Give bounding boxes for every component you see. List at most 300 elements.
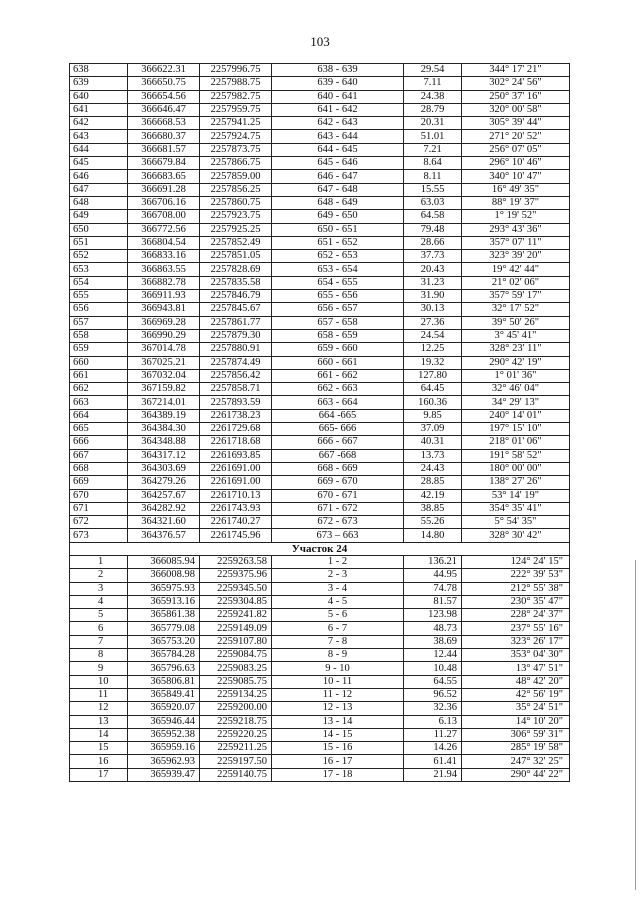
table-row — [70, 516, 570, 529]
segment-cell: 645 - 646 — [272, 157, 404, 170]
coord-y-cell: 2259263.58 — [200, 555, 272, 568]
coord-y-cell: 2257924.75 — [200, 130, 272, 143]
length-cell: 136.21 — [404, 555, 462, 568]
point-number-cell: 666 — [70, 436, 128, 449]
length-cell: 28.85 — [404, 476, 462, 489]
table-row — [70, 529, 570, 542]
bearing-cell: 124° 24' 15" — [462, 555, 570, 568]
coord-y-cell: 2259304.85 — [200, 595, 272, 608]
coord-x-cell: 366646.47 — [128, 103, 200, 116]
coord-x-cell: 366943.81 — [128, 303, 200, 316]
segment-cell: 649 - 650 — [272, 210, 404, 223]
point-number-cell: 651 — [70, 236, 128, 249]
point-number-cell: 668 — [70, 462, 128, 475]
point-number-cell: 667 — [70, 449, 128, 462]
bearing-cell: 218° 01' 06" — [462, 436, 570, 449]
coord-x-cell: 366863.55 — [128, 263, 200, 276]
segment-cell: 640 - 641 — [272, 90, 404, 103]
segment-cell: 654 - 655 — [272, 276, 404, 289]
table-row — [70, 622, 570, 635]
bearing-cell: 1° 19' 52" — [462, 210, 570, 223]
segment-cell: 650 - 651 — [272, 223, 404, 236]
coord-x-cell: 365962.93 — [128, 755, 200, 768]
point-number-cell: 671 — [70, 502, 128, 515]
point-number-cell: 12 — [70, 702, 128, 715]
segment-cell: 11 - 12 — [272, 688, 404, 701]
bearing-cell: 357° 07' 11" — [462, 236, 570, 249]
point-number-cell: 17 — [70, 768, 128, 781]
coord-x-cell: 364376.57 — [128, 529, 200, 542]
bearing-cell: 180° 00' 00" — [462, 462, 570, 475]
table-row — [70, 462, 570, 475]
length-cell: 10.48 — [404, 662, 462, 675]
coord-y-cell: 2257959.75 — [200, 103, 272, 116]
point-number-cell: 11 — [70, 688, 128, 701]
table-row — [70, 170, 570, 183]
table-row — [70, 662, 570, 675]
coord-x-cell: 364303.69 — [128, 462, 200, 475]
bearing-cell: 35° 24' 51" — [462, 702, 570, 715]
coord-y-cell: 2259140.75 — [200, 768, 272, 781]
length-cell: 27.36 — [404, 316, 462, 329]
coord-y-cell: 2259345.50 — [200, 582, 272, 595]
coord-y-cell: 2257835.58 — [200, 276, 272, 289]
coord-y-cell: 2259241.82 — [200, 609, 272, 622]
segment-cell: 9 - 10 — [272, 662, 404, 675]
coord-x-cell: 364257.67 — [128, 489, 200, 502]
bearing-cell: 53° 14' 19" — [462, 489, 570, 502]
coord-x-cell: 366654.56 — [128, 90, 200, 103]
coord-x-cell: 366683.65 — [128, 170, 200, 183]
point-number-cell: 654 — [70, 276, 128, 289]
table-body-previous-plot — [70, 64, 570, 543]
segment-cell: 17 - 18 — [272, 768, 404, 781]
point-number-cell: 8 — [70, 649, 128, 662]
coord-y-cell: 2261743.93 — [200, 502, 272, 515]
segment-cell: 12 - 13 — [272, 702, 404, 715]
section-title: Участок 24 — [70, 542, 570, 555]
bearing-cell: 39° 50' 26" — [462, 316, 570, 329]
segment-cell: 662 - 663 — [272, 383, 404, 396]
table-row — [70, 250, 570, 263]
segment-cell: 6 - 7 — [272, 622, 404, 635]
point-number-cell: 662 — [70, 383, 128, 396]
coordinates-table — [69, 63, 570, 782]
segment-cell: 673 – 663 — [272, 529, 404, 542]
point-number-cell: 652 — [70, 250, 128, 263]
point-number-cell: 10 — [70, 675, 128, 688]
table-row — [70, 383, 570, 396]
bearing-cell: 285° 19' 58" — [462, 742, 570, 755]
coord-y-cell: 2257996.75 — [200, 64, 272, 77]
length-cell: 6.13 — [404, 715, 462, 728]
bearing-cell: 3° 45' 41" — [462, 329, 570, 342]
length-cell: 64.45 — [404, 383, 462, 396]
table-row — [70, 423, 570, 436]
section-header-body — [70, 542, 570, 555]
length-cell: 24.38 — [404, 90, 462, 103]
coord-x-cell: 364389.19 — [128, 409, 200, 422]
length-cell: 63.03 — [404, 196, 462, 209]
coord-x-cell: 365975.93 — [128, 582, 200, 595]
coord-x-cell: 364317.12 — [128, 449, 200, 462]
table-row — [70, 702, 570, 715]
point-number-cell: 655 — [70, 290, 128, 303]
point-number-cell: 4 — [70, 595, 128, 608]
length-cell: 12.44 — [404, 649, 462, 662]
coord-x-cell: 366911.93 — [128, 290, 200, 303]
coord-y-cell: 2257846.79 — [200, 290, 272, 303]
segment-cell: 672 - 673 — [272, 516, 404, 529]
coord-y-cell: 2259107.80 — [200, 635, 272, 648]
table-row — [70, 396, 570, 409]
coord-y-cell: 2259211.25 — [200, 742, 272, 755]
segment-cell: 638 - 639 — [272, 64, 404, 77]
coord-x-cell: 365796.63 — [128, 662, 200, 675]
point-number-cell: 663 — [70, 396, 128, 409]
segment-cell: 670 - 671 — [272, 489, 404, 502]
coord-x-cell: 367025.21 — [128, 356, 200, 369]
bearing-cell: 21° 02' 06" — [462, 276, 570, 289]
length-cell: 14.80 — [404, 529, 462, 542]
point-number-cell: 1 — [70, 555, 128, 568]
length-cell: 32.36 — [404, 702, 462, 715]
bearing-cell: 328° 23' 11" — [462, 343, 570, 356]
coord-y-cell: 2257856.42 — [200, 369, 272, 382]
length-cell: 29.54 — [404, 64, 462, 77]
coord-y-cell: 2257860.75 — [200, 196, 272, 209]
coord-y-cell: 2257845.67 — [200, 303, 272, 316]
table-row — [70, 130, 570, 143]
segment-cell: 643 - 644 — [272, 130, 404, 143]
table-row — [70, 476, 570, 489]
bearing-cell: 16° 49' 35" — [462, 183, 570, 196]
length-cell: 81.57 — [404, 595, 462, 608]
bearing-cell: 13° 47' 51" — [462, 662, 570, 675]
segment-cell: 5 - 6 — [272, 609, 404, 622]
point-number-cell: 661 — [70, 369, 128, 382]
point-number-cell: 660 — [70, 356, 128, 369]
segment-cell: 655 - 656 — [272, 290, 404, 303]
length-cell: 31.23 — [404, 276, 462, 289]
bearing-cell: 328° 30' 42" — [462, 529, 570, 542]
length-cell: 20.43 — [404, 263, 462, 276]
length-cell: 28.66 — [404, 236, 462, 249]
coord-x-cell: 365806.81 — [128, 675, 200, 688]
coord-x-cell: 366969.28 — [128, 316, 200, 329]
point-number-cell: 648 — [70, 196, 128, 209]
table-row — [70, 728, 570, 741]
table-row — [70, 263, 570, 276]
bearing-cell: 302° 24' 56" — [462, 77, 570, 90]
length-cell: 12.25 — [404, 343, 462, 356]
segment-cell: 642 - 643 — [272, 117, 404, 130]
segment-cell: 648 - 649 — [272, 196, 404, 209]
point-number-cell: 638 — [70, 64, 128, 77]
table-row — [70, 649, 570, 662]
length-cell: 64.58 — [404, 210, 462, 223]
segment-cell: 2 - 3 — [272, 569, 404, 582]
point-number-cell: 13 — [70, 715, 128, 728]
coord-x-cell: 366882.78 — [128, 276, 200, 289]
coord-x-cell: 365939.47 — [128, 768, 200, 781]
coord-y-cell: 2261745.96 — [200, 529, 272, 542]
table-row — [70, 64, 570, 77]
coord-y-cell: 2261693.85 — [200, 449, 272, 462]
length-cell: 13.73 — [404, 449, 462, 462]
coord-y-cell: 2261710.13 — [200, 489, 272, 502]
length-cell: 7.11 — [404, 77, 462, 90]
table-row — [70, 210, 570, 223]
table-row — [70, 688, 570, 701]
point-number-cell: 5 — [70, 609, 128, 622]
coord-y-cell: 2259084.75 — [200, 649, 272, 662]
point-number-cell: 659 — [70, 343, 128, 356]
coord-x-cell: 365784.28 — [128, 649, 200, 662]
point-number-cell: 7 — [70, 635, 128, 648]
length-cell: 20.31 — [404, 117, 462, 130]
table-row — [70, 449, 570, 462]
point-number-cell: 3 — [70, 582, 128, 595]
point-number-cell: 645 — [70, 157, 128, 170]
coord-y-cell: 2259149.09 — [200, 622, 272, 635]
bearing-cell: 344° 17' 21" — [462, 64, 570, 77]
point-number-cell: 657 — [70, 316, 128, 329]
table-row — [70, 316, 570, 329]
table-row — [70, 290, 570, 303]
table-row — [70, 555, 570, 568]
coord-y-cell: 2257861.77 — [200, 316, 272, 329]
bearing-cell: 250° 37' 16" — [462, 90, 570, 103]
bearing-cell: 290° 44' 22" — [462, 768, 570, 781]
table-row — [70, 715, 570, 728]
coord-y-cell: 2261718.68 — [200, 436, 272, 449]
coord-y-cell: 2257879.30 — [200, 329, 272, 342]
point-number-cell: 646 — [70, 170, 128, 183]
segment-cell: 3 - 4 — [272, 582, 404, 595]
length-cell: 38.85 — [404, 502, 462, 515]
bearing-cell: 306° 59' 31" — [462, 728, 570, 741]
coord-x-cell: 367032.04 — [128, 369, 200, 382]
segment-cell: 652 - 653 — [272, 250, 404, 263]
length-cell: 21.94 — [404, 768, 462, 781]
bearing-cell: 305° 39' 44" — [462, 117, 570, 130]
table-row — [70, 90, 570, 103]
table-row — [70, 223, 570, 236]
length-cell: 31.90 — [404, 290, 462, 303]
segment-cell: 641 - 642 — [272, 103, 404, 116]
point-number-cell: 658 — [70, 329, 128, 342]
bearing-cell: 212° 55' 38" — [462, 582, 570, 595]
page-number: 103 — [310, 34, 330, 49]
length-cell: 74.78 — [404, 582, 462, 595]
coord-x-cell: 366772.56 — [128, 223, 200, 236]
coord-x-cell: 367214.01 — [128, 396, 200, 409]
coord-x-cell: 365753.20 — [128, 635, 200, 648]
length-cell: 37.09 — [404, 423, 462, 436]
coord-y-cell: 2257880.91 — [200, 343, 272, 356]
bearing-cell: 290° 42' 19" — [462, 356, 570, 369]
segment-cell: 647 - 648 — [272, 183, 404, 196]
bearing-cell: 5° 54' 35" — [462, 516, 570, 529]
segment-cell: 644 - 645 — [272, 143, 404, 156]
coord-y-cell: 2259085.75 — [200, 675, 272, 688]
segment-cell: 8 - 9 — [272, 649, 404, 662]
coord-x-cell: 365959.16 — [128, 742, 200, 755]
table-row — [70, 329, 570, 342]
length-cell: 44.95 — [404, 569, 462, 582]
bearing-cell: 256° 07' 05" — [462, 143, 570, 156]
segment-cell: 664 -665 — [272, 409, 404, 422]
coord-y-cell: 2257988.75 — [200, 77, 272, 90]
coord-x-cell: 364279.26 — [128, 476, 200, 489]
segment-cell: 657 - 658 — [272, 316, 404, 329]
segment-cell: 4 - 5 — [272, 595, 404, 608]
point-number-cell: 642 — [70, 117, 128, 130]
point-number-cell: 669 — [70, 476, 128, 489]
bearing-cell: 19° 42' 44" — [462, 263, 570, 276]
coord-x-cell: 366679.84 — [128, 157, 200, 170]
bearing-cell: 271° 20' 52" — [462, 130, 570, 143]
segment-cell: 651 - 652 — [272, 236, 404, 249]
table-row — [70, 755, 570, 768]
coord-x-cell: 366990.29 — [128, 329, 200, 342]
bearing-cell: 191° 58' 52" — [462, 449, 570, 462]
coord-x-cell: 366691.28 — [128, 183, 200, 196]
bearing-cell: 354° 35' 41" — [462, 502, 570, 515]
table-row — [70, 77, 570, 90]
segment-cell: 658 - 659 — [272, 329, 404, 342]
coord-y-cell: 2257874.49 — [200, 356, 272, 369]
coord-y-cell: 2257852.49 — [200, 236, 272, 249]
table-row — [70, 236, 570, 249]
table-row — [70, 569, 570, 582]
coord-x-cell: 364384.30 — [128, 423, 200, 436]
coord-y-cell: 2257856.25 — [200, 183, 272, 196]
coord-x-cell: 366681.57 — [128, 143, 200, 156]
length-cell: 19.32 — [404, 356, 462, 369]
coord-x-cell: 366668.53 — [128, 117, 200, 130]
length-cell: 64.55 — [404, 675, 462, 688]
coord-y-cell: 2259375.96 — [200, 569, 272, 582]
coord-y-cell: 2259218.75 — [200, 715, 272, 728]
table-row — [70, 502, 570, 515]
coord-y-cell: 2257873.75 — [200, 143, 272, 156]
bearing-cell: 296° 10' 46" — [462, 157, 570, 170]
segment-cell: 10 - 11 — [272, 675, 404, 688]
point-number-cell: 670 — [70, 489, 128, 502]
segment-cell: 665- 666 — [272, 423, 404, 436]
coord-y-cell: 2259197.50 — [200, 755, 272, 768]
table-row — [70, 436, 570, 449]
coord-x-cell: 364348.88 — [128, 436, 200, 449]
table-row — [70, 303, 570, 316]
coord-y-cell: 2257925.25 — [200, 223, 272, 236]
bearing-cell: 237° 55' 16" — [462, 622, 570, 635]
segment-cell: 671 - 672 — [272, 502, 404, 515]
length-cell: 48.73 — [404, 622, 462, 635]
segment-cell: 661 - 662 — [272, 369, 404, 382]
bearing-cell: 240° 14' 01" — [462, 409, 570, 422]
coord-y-cell: 2257893.59 — [200, 396, 272, 409]
coord-y-cell: 2257859.00 — [200, 170, 272, 183]
coord-x-cell: 365946.44 — [128, 715, 200, 728]
coord-x-cell: 365920.07 — [128, 702, 200, 715]
table-row — [70, 489, 570, 502]
point-number-cell: 643 — [70, 130, 128, 143]
length-cell: 11.27 — [404, 728, 462, 741]
coord-y-cell: 2257941.25 — [200, 117, 272, 130]
table-row — [70, 369, 570, 382]
segment-cell: 1 - 2 — [272, 555, 404, 568]
length-cell: 61.41 — [404, 755, 462, 768]
bearing-cell: 14° 10' 20" — [462, 715, 570, 728]
length-cell: 40.31 — [404, 436, 462, 449]
coord-y-cell: 2261738.23 — [200, 409, 272, 422]
segment-cell: 667 -668 — [272, 449, 404, 462]
point-number-cell: 664 — [70, 409, 128, 422]
segment-cell: 14 - 15 — [272, 728, 404, 741]
coord-x-cell: 366085.94 — [128, 555, 200, 568]
coord-x-cell: 367159.82 — [128, 383, 200, 396]
coord-y-cell: 2259220.25 — [200, 728, 272, 741]
length-cell: 37.73 — [404, 250, 462, 263]
coord-x-cell: 364321.60 — [128, 516, 200, 529]
length-cell: 7.21 — [404, 143, 462, 156]
length-cell: 38.69 — [404, 635, 462, 648]
coord-x-cell: 366622.31 — [128, 64, 200, 77]
point-number-cell: 653 — [70, 263, 128, 276]
table-row — [70, 356, 570, 369]
coord-x-cell: 366008.98 — [128, 569, 200, 582]
bearing-cell: 1° 01' 36" — [462, 369, 570, 382]
bearing-cell: 247° 32' 25" — [462, 755, 570, 768]
segment-cell: 13 - 14 — [272, 715, 404, 728]
bearing-cell: 138° 27' 26" — [462, 476, 570, 489]
table-row — [70, 143, 570, 156]
length-cell: 15.55 — [404, 183, 462, 196]
bearing-cell: 353° 04' 30" — [462, 649, 570, 662]
segment-cell: 646 - 647 — [272, 170, 404, 183]
bearing-cell: 222° 39' 53" — [462, 569, 570, 582]
coord-y-cell: 2257866.75 — [200, 157, 272, 170]
bearing-cell: 230° 35' 47" — [462, 595, 570, 608]
segment-cell: 663 - 664 — [272, 396, 404, 409]
section-header-row — [70, 542, 570, 555]
table-row — [70, 196, 570, 209]
table-row — [70, 103, 570, 116]
point-number-cell: 2 — [70, 569, 128, 582]
table-row — [70, 117, 570, 130]
bearing-cell: 320° 00' 58" — [462, 103, 570, 116]
table-row — [70, 409, 570, 422]
bearing-cell: 32° 17' 52" — [462, 303, 570, 316]
table-row — [70, 768, 570, 781]
bearing-cell: 293° 43' 36" — [462, 223, 570, 236]
point-number-cell: 15 — [70, 742, 128, 755]
table-row — [70, 582, 570, 595]
point-number-cell: 665 — [70, 423, 128, 436]
point-number-cell: 672 — [70, 516, 128, 529]
coord-x-cell: 365861.38 — [128, 609, 200, 622]
coord-y-cell: 2259083.25 — [200, 662, 272, 675]
bearing-cell: 42° 56' 19" — [462, 688, 570, 701]
coord-y-cell: 2261729.68 — [200, 423, 272, 436]
bearing-cell: 48° 42' 20" — [462, 675, 570, 688]
table-row — [70, 635, 570, 648]
table-row — [70, 609, 570, 622]
coord-y-cell: 2261691.00 — [200, 476, 272, 489]
